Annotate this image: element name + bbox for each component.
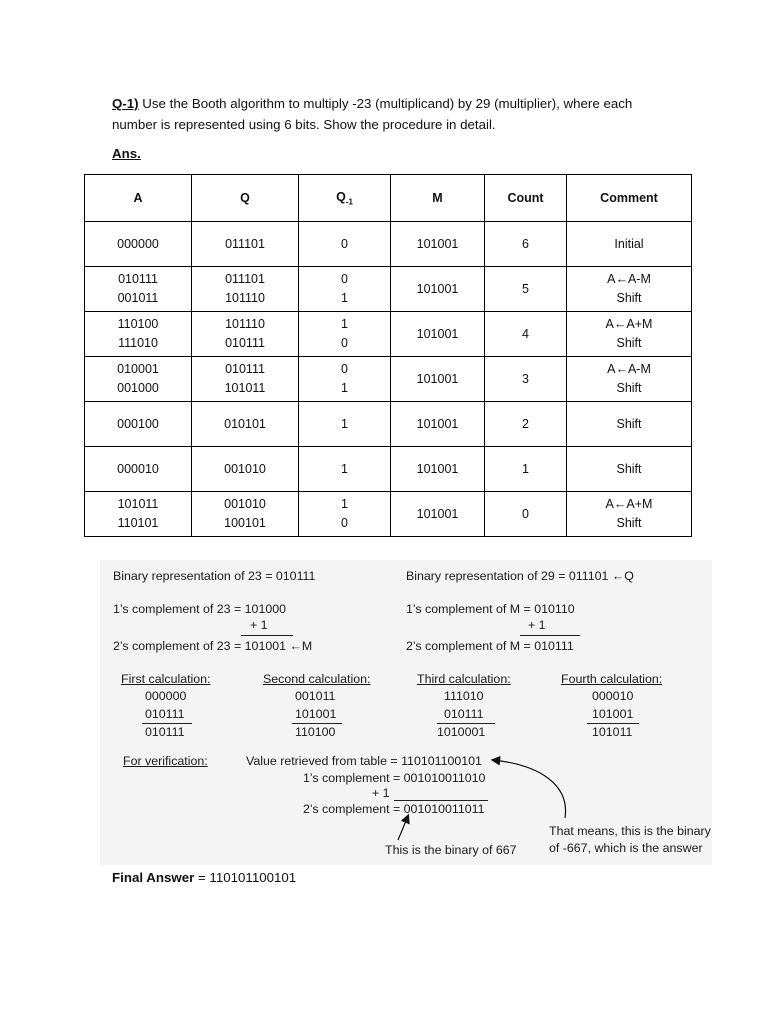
calc4-line1: 000010 bbox=[592, 689, 634, 703]
calc1-line1: 000000 bbox=[145, 689, 187, 703]
cell-count: 4 bbox=[485, 312, 567, 357]
note-answer-line1: That means, this is the binary bbox=[549, 824, 711, 838]
note-answer-line2: of -667, which is the answer bbox=[549, 841, 703, 855]
cell-q-minus-1 bbox=[299, 357, 391, 402]
calc4-result: 101011 bbox=[592, 725, 633, 739]
cell-a-line: 110100 bbox=[117, 317, 159, 331]
verification-label: For verification: bbox=[123, 754, 208, 768]
cell-a-line: 010111 bbox=[118, 272, 158, 286]
cell-q bbox=[192, 357, 299, 402]
table-row bbox=[85, 357, 692, 402]
plus-one-m: + 1 bbox=[528, 618, 546, 632]
calc3-line2: 010111 bbox=[444, 707, 484, 721]
cell-comment-line: Initial bbox=[614, 236, 644, 251]
cell-m: 101001 bbox=[391, 357, 485, 402]
cell-q-minus-1 bbox=[299, 447, 391, 492]
booth-table bbox=[84, 174, 692, 537]
cell-q bbox=[192, 222, 299, 267]
cell-comment-line: A←A-M bbox=[607, 272, 651, 286]
table-row bbox=[85, 267, 692, 312]
cell-q-minus-1-line: 1 bbox=[341, 381, 348, 395]
cell-q-line: 100101 bbox=[224, 516, 266, 530]
cell-q-line: 011101 bbox=[225, 236, 265, 251]
cell-q-minus-1-line: 1 bbox=[341, 317, 348, 331]
cell-comment bbox=[567, 357, 692, 402]
cell-q-line: 001010 bbox=[224, 497, 266, 511]
cell-q-line: 101110 bbox=[225, 291, 265, 305]
cell-a bbox=[85, 222, 192, 267]
calc3-title: Third calculation: bbox=[417, 672, 511, 686]
cell-comment-line: Shift bbox=[616, 291, 642, 305]
cell-q bbox=[192, 312, 299, 357]
cell-a-line: 000000 bbox=[117, 236, 159, 251]
cell-q-minus-1-line: 0 bbox=[341, 516, 348, 530]
calc2-line1: 001011 bbox=[295, 689, 336, 703]
cell-q-minus-1-line: 1 bbox=[341, 416, 348, 431]
cell-q bbox=[192, 447, 299, 492]
plus-one-verify: + 1 bbox=[372, 786, 390, 800]
cell-m: 101001 bbox=[391, 267, 485, 312]
cell-count: 6 bbox=[485, 222, 567, 267]
annotation-arrows bbox=[100, 560, 712, 865]
cell-comment-line: A←A+M bbox=[605, 497, 653, 511]
cell-m: 101001 bbox=[391, 312, 485, 357]
twos-complement-m: 2’s complement of M = 010111 bbox=[406, 639, 574, 653]
cell-a-line: 000100 bbox=[117, 416, 159, 431]
cell-a-line: 101011 bbox=[117, 497, 159, 511]
cell-comment bbox=[567, 447, 692, 492]
cell-q-line: 010111 bbox=[225, 362, 265, 376]
header-comment: Comment bbox=[567, 175, 692, 222]
twos-complement-23: 2’s complement of 23 = 101001 ←M bbox=[113, 639, 313, 653]
header-m: M bbox=[391, 175, 485, 222]
cell-count: 1 bbox=[485, 447, 567, 492]
note-binary-667: This is the binary of 667 bbox=[385, 843, 517, 857]
question-line-2: number is represented using 6 bits. Show the procedure in detail. bbox=[112, 117, 496, 132]
cell-count: 3 bbox=[485, 357, 567, 402]
cell-q-minus-1 bbox=[299, 222, 391, 267]
workings-panel bbox=[100, 560, 712, 865]
cell-m: 101001 bbox=[391, 447, 485, 492]
calc1-line2: 010111 bbox=[145, 707, 185, 721]
answer-label: Ans. bbox=[112, 146, 141, 161]
cell-a bbox=[85, 447, 192, 492]
cell-q-minus-1-line: 1 bbox=[341, 461, 348, 476]
cell-count: 0 bbox=[485, 492, 567, 537]
cell-q-line: 011101 bbox=[225, 272, 265, 286]
ones-complement-result: 1’s complement = 001010011010 bbox=[303, 771, 486, 785]
table-row bbox=[85, 447, 692, 492]
cell-q-minus-1-line: 0 bbox=[341, 272, 348, 286]
cell-m: 101001 bbox=[391, 222, 485, 267]
calc1-result: 010111 bbox=[145, 725, 185, 739]
cell-q bbox=[192, 492, 299, 537]
final-answer bbox=[112, 870, 296, 885]
cell-comment-line: Shift bbox=[616, 461, 642, 476]
cell-q-minus-1-line: 0 bbox=[341, 236, 348, 251]
calc3-line1: 111010 bbox=[444, 689, 484, 703]
calc2-line2: 101001 bbox=[295, 707, 337, 721]
cell-comment-line: A←A-M bbox=[607, 362, 651, 376]
cell-a-line: 110101 bbox=[117, 516, 159, 530]
cell-comment bbox=[567, 222, 692, 267]
header-a: A bbox=[85, 175, 192, 222]
calc2-title: Second calculation: bbox=[263, 672, 371, 686]
cell-a bbox=[85, 402, 192, 447]
cell-q-minus-1 bbox=[299, 312, 391, 357]
cell-q-minus-1 bbox=[299, 267, 391, 312]
cell-a-line: 000010 bbox=[117, 461, 159, 476]
cell-q-minus-1 bbox=[299, 402, 391, 447]
cell-q-line: 010101 bbox=[224, 416, 266, 431]
cell-comment bbox=[567, 312, 692, 357]
value-retrieved: Value retrieved from table = 110101100101 bbox=[246, 754, 482, 768]
calc1-title: First calculation: bbox=[121, 672, 211, 686]
cell-comment-line: A←A+M bbox=[605, 317, 653, 331]
calc4-title: Fourth calculation: bbox=[561, 672, 663, 686]
header-q: Q bbox=[192, 175, 299, 222]
header-q-minus-1: $Q_{-1}$ bbox=[299, 175, 391, 222]
cell-a-line: 010001 bbox=[117, 362, 159, 376]
table-row bbox=[85, 312, 692, 357]
cell-q-minus-1 bbox=[299, 492, 391, 537]
cell-q-line: 101011 bbox=[224, 381, 266, 395]
cell-q-line: 010111 bbox=[225, 336, 265, 350]
calc3-result: 1010001 bbox=[437, 725, 486, 739]
arrow-to-value-retrieved bbox=[493, 760, 566, 818]
cell-q-line: 001010 bbox=[224, 461, 266, 476]
cell-comment-line: Shift bbox=[616, 416, 642, 431]
question-text bbox=[112, 93, 682, 135]
cell-comment-line: Shift bbox=[616, 381, 642, 395]
cell-a bbox=[85, 312, 192, 357]
question-number: Q-1) bbox=[112, 96, 139, 111]
ones-complement-m: 1’s complement of M = 010110 bbox=[406, 602, 575, 616]
final-answer-label: Final Answer bbox=[112, 870, 195, 885]
cell-comment bbox=[567, 402, 692, 447]
cell-comment-line: Shift bbox=[616, 336, 642, 350]
cell-a bbox=[85, 357, 192, 402]
cell-q bbox=[192, 402, 299, 447]
arrow-to-twos-complement bbox=[398, 816, 408, 840]
table-row bbox=[85, 222, 692, 267]
cell-q-minus-1-line: 0 bbox=[341, 336, 348, 350]
cell-q-line: 101110 bbox=[225, 317, 265, 331]
cell-a bbox=[85, 267, 192, 312]
cell-a-line: 001000 bbox=[117, 381, 159, 395]
cell-q-minus-1-line: 0 bbox=[341, 362, 348, 376]
cell-comment-line: Shift bbox=[616, 516, 642, 530]
question-line-1: Use the Booth algorithm to multiply -23 (multiplicand) by 29 (multiplier), where each bbox=[138, 96, 633, 111]
table-row bbox=[85, 402, 692, 447]
cell-a bbox=[85, 492, 192, 537]
calc2-result: 110100 bbox=[295, 725, 336, 739]
ones-complement-23: 1’s complement of 23 = 101000 bbox=[113, 602, 287, 616]
table-row bbox=[85, 492, 692, 537]
table-header-row bbox=[85, 175, 692, 222]
header-count: Count bbox=[485, 175, 567, 222]
plus-one-23: + 1 bbox=[250, 618, 268, 632]
cell-q bbox=[192, 267, 299, 312]
cell-count: 5 bbox=[485, 267, 567, 312]
cell-q-minus-1-line: 1 bbox=[341, 291, 348, 305]
cell-q-minus-1-line: 1 bbox=[341, 497, 348, 511]
cell-comment bbox=[567, 492, 692, 537]
final-answer-value: = 110101100101 bbox=[194, 870, 297, 885]
calc4-line2: 101001 bbox=[592, 707, 634, 721]
binary-29: Binary representation of 29 = 011101 ←Q bbox=[406, 569, 634, 583]
cell-count: 2 bbox=[485, 402, 567, 447]
cell-comment bbox=[567, 267, 692, 312]
binary-23: Binary representation of 23 = 010111 bbox=[113, 569, 316, 583]
twos-complement-result: 2’s complement = 001010011011 bbox=[303, 802, 485, 816]
cell-m: 101001 bbox=[391, 492, 485, 537]
cell-a-line: 001011 bbox=[117, 291, 159, 305]
cell-m: 101001 bbox=[391, 402, 485, 447]
cell-a-line: 111010 bbox=[118, 336, 158, 350]
